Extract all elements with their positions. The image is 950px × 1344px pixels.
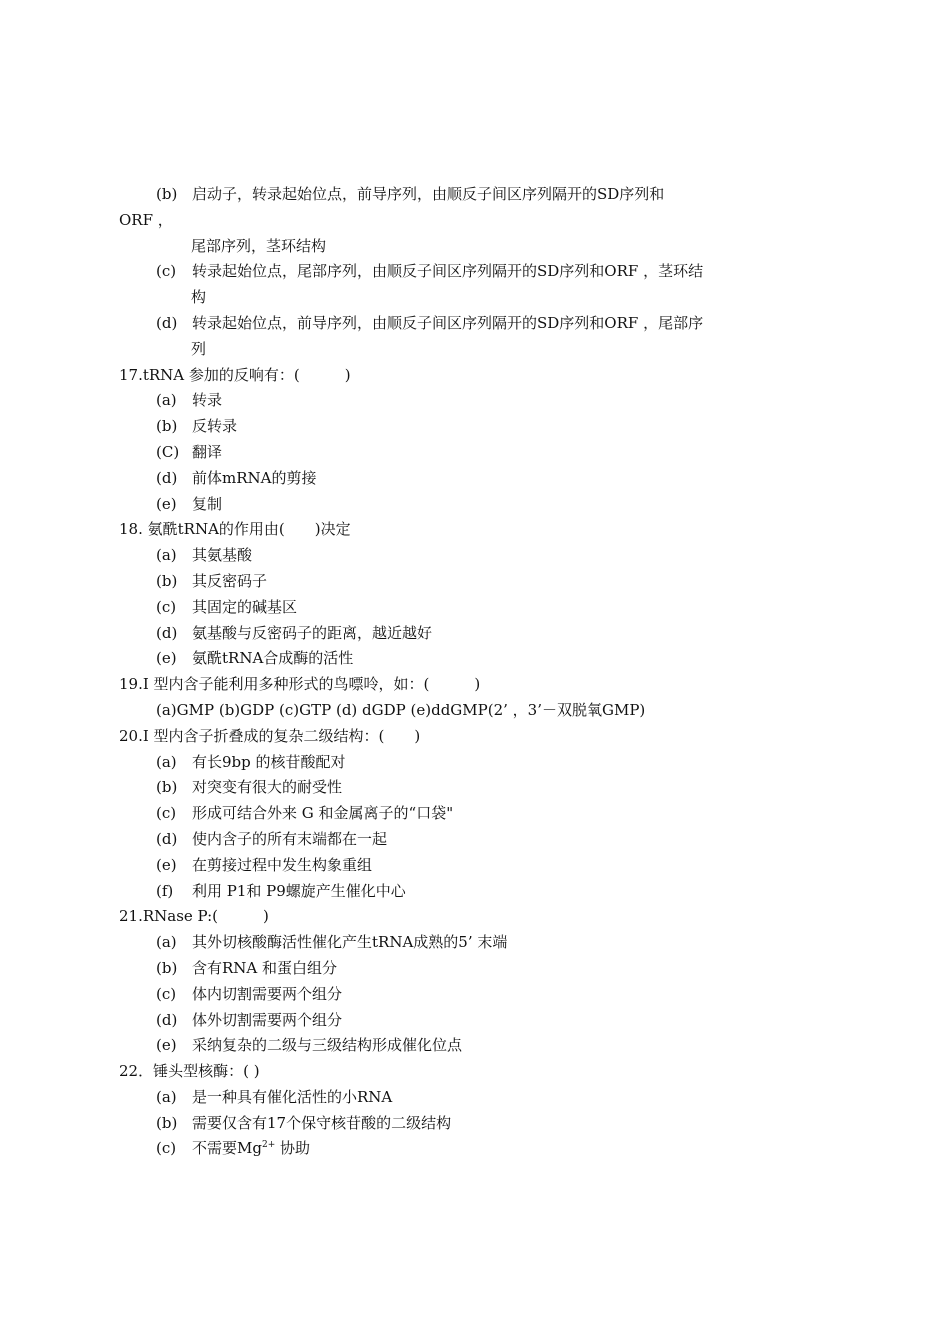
option-label: (c) [156,1139,177,1158]
line-text: 使内含子的所有末端都在一起 [192,829,388,848]
question-list [0,182,950,1162]
question-line [0,363,950,389]
line-text: 构 [191,288,207,307]
line-text: 需要仅含有17个保守核苷酸的二级结构 [192,1113,452,1132]
line-text: 启动子，转录起始位点，前导序列，由顺反子间区序列隔开的SD序列和 [192,185,665,203]
question-line [0,517,950,543]
option-line [0,801,950,827]
line-text: 18. 氨酰tRNA的作用由( )决定 [119,520,351,539]
question-line [0,672,950,698]
option-line [0,595,950,621]
option-label: (b) [156,958,178,977]
line-text: 氨基酸与反密码子的距离，越近越好 [192,623,433,642]
line-text: 对突变有很大的耐受性 [192,778,343,797]
option-label: (c) [156,262,177,281]
continuation-line [0,285,950,311]
option-label: (a) [156,933,177,952]
option-label: (C) [156,442,180,461]
superscript: 2+ [261,1140,276,1151]
line-text: ORF ， [119,210,173,229]
option-line [0,853,950,879]
option-line [0,1136,950,1162]
option-line [0,1111,950,1137]
line-text: 有长9bp 的核苷酸配对 [192,752,346,771]
option-label: (e) [156,649,177,668]
option-line [0,750,950,776]
option-label: (c) [156,597,177,616]
line-text: 体外切割需要两个组分 [192,1010,343,1029]
option-line [0,492,950,518]
option-line [0,311,950,337]
line-text: 列 [191,339,207,358]
line-text: 体内切割需要两个组分 [192,984,343,1003]
option-line [0,621,950,647]
option-label: (e) [156,1036,177,1055]
option-label: (c) [156,984,177,1003]
option-label: (d) [156,313,178,332]
line-text: 19.Ⅰ 型内含子能利用多种形式的鸟嘌呤，如：( ) [119,675,481,694]
line-text: 在剪接过程中发生构象重组 [192,855,373,874]
option-line [0,646,950,672]
option-label: (a) [156,1087,177,1106]
option-line [0,956,950,982]
option-line [0,543,950,569]
option-line [0,414,950,440]
option-line [0,569,950,595]
option-line [0,930,950,956]
line-text: 其外切核酸酶活性催化产生tRNA成熟的5’ 末端 [192,933,508,952]
line-text: 反转录 [192,417,238,436]
line-text: (a)GMP (b)GDP (c)GTP (d) dGDP (e)ddGMP(2’ ，3’－双脱氧GMP) [156,700,646,719]
line-text: 20.Ⅰ 型内含子折叠成的复杂二级结构：( ) [119,726,421,745]
question-line [0,904,950,930]
option-label: (a) [156,391,177,410]
option-label: (d) [156,468,178,487]
option-label: (d) [156,1010,178,1029]
line-text: 尾部序列，茎环结构 [191,236,327,255]
continuation-line [0,234,950,260]
line-text: 其氨基酸 [192,546,253,565]
option-line [0,827,950,853]
line-text: 翻译 [192,442,223,461]
option-line [0,466,950,492]
option-label: (f) [156,881,174,900]
option-label: (a) [156,546,177,565]
option-label: (b) [156,417,178,436]
continuation-line [0,208,950,234]
option-line [0,879,950,905]
line-text: 氨酰tRNA合成酶的活性 [192,649,354,668]
option-label: (b) [156,778,178,797]
line-text: 采纳复杂的二级与三级结构形成催化位点 [192,1036,463,1055]
option-line [0,1085,950,1111]
line-text: 转录起始位点，尾部序列，由顺反子间区序列隔开的SD序列和ORF ，茎环结 [192,262,704,281]
line-text: 不需要Mg [192,1139,262,1158]
option-label: (a) [156,752,177,771]
option-line [0,182,950,208]
line-text: 22．锤头型核酶：( ) [119,1062,260,1081]
line-text: 含有RNA 和蛋白组分 [192,958,338,977]
option-line [0,388,950,414]
line-text: 前体mRNA的剪接 [192,468,317,487]
line-text: 形成可结合外来 G 和金属离子的“口袋" [192,804,454,823]
option-line [0,775,950,801]
option-label: (b) [156,185,178,203]
option-line [0,259,950,285]
question-line [0,1059,950,1085]
line-text: 21.RNase P:( ) [119,907,269,926]
line-text: 复制 [192,494,223,513]
line-text: 其固定的碱基区 [192,597,298,616]
line-text-tail: 协助 [275,1139,311,1158]
option-label: (c) [156,804,177,823]
continuation-line [0,337,950,363]
option-line [0,1008,950,1034]
line-text: 转录起始位点，前导序列，由顺反子间区序列隔开的SD序列和ORF ，尾部序 [192,313,704,332]
line-text: 是一种具有催化活性的小RNA [192,1087,393,1106]
option-line [0,440,950,466]
option-label: (d) [156,623,178,642]
line-text: 转录 [192,391,223,410]
option-label: (b) [156,571,178,590]
line-text: 其反密码子 [192,571,268,590]
question-line [0,724,950,750]
option-line [0,982,950,1008]
option-label: (e) [156,855,177,874]
option-label: (e) [156,494,177,513]
option-line [0,1033,950,1059]
line-text: 17.tRNA 参加的反响有：( ) [119,365,351,384]
line-text: 利用 P1和 P9螺旋产生催化中心 [192,881,406,900]
option-line [0,698,950,724]
option-label: (d) [156,829,178,848]
option-label: (b) [156,1113,178,1132]
